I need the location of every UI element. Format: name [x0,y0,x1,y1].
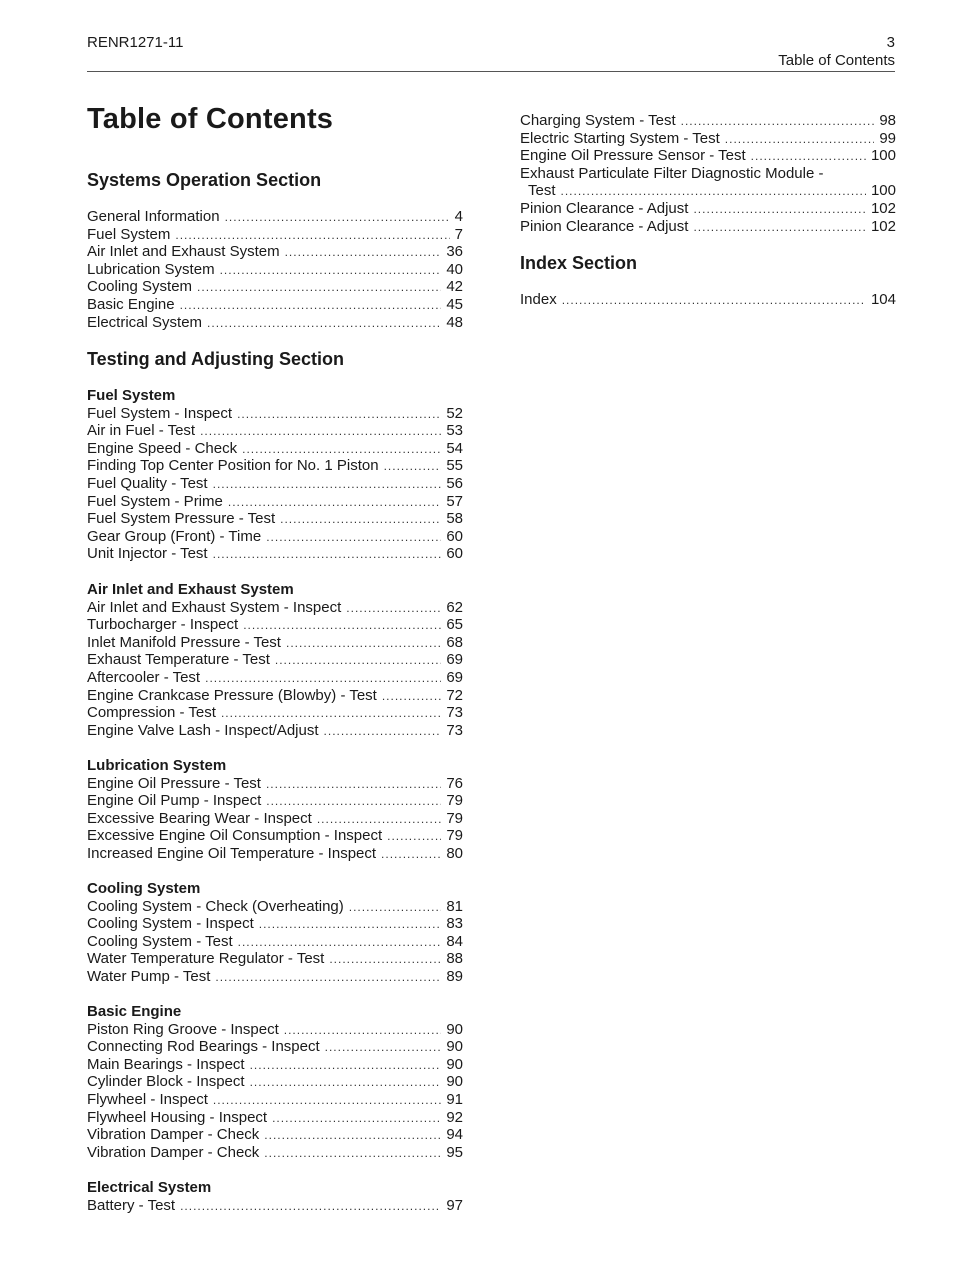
toc-entry-page: 90 [446,1073,463,1091]
dot-leader [387,828,441,846]
toc-entry[interactable] [87,1038,463,1056]
toc-group-fuel-system [87,387,463,563]
dot-leader [220,262,442,280]
dot-leader [346,600,441,618]
toc-entry[interactable] [87,440,463,458]
toc-entry-page: 104 [870,291,896,308]
toc-entry-page: 90 [446,1055,463,1073]
dot-leader [693,219,866,237]
toc-entry-page: 79 [446,827,463,845]
toc-entry[interactable] [87,296,463,314]
dot-leader [205,670,441,688]
toc-entry[interactable] [520,130,896,148]
toc-entry[interactable] [87,775,463,793]
toc-entry-label: Water Pump - Test [87,967,211,985]
toc-entry-page: 56 [446,474,463,492]
toc-entry-label: Basic Engine [87,295,175,313]
toc-entry-page: 94 [446,1126,463,1144]
toc-entry-page: 90 [446,1020,463,1038]
section-heading-index: Index Section [520,253,638,273]
toc-entry[interactable] [87,898,463,916]
toc-entry-page: 48 [446,313,463,331]
toc-entry[interactable] [87,475,463,493]
toc-entry-label: Air Inlet and Exhaust System [87,243,280,261]
dot-leader [266,793,441,811]
toc-entry-page: 72 [446,686,463,704]
toc-entry-label: Increased Engine Oil Temperature - Inspect [87,844,377,862]
toc-group-electrical-continued [520,112,896,235]
page-title: Table of Contents [87,103,334,135]
toc-entry-label: Vibration Damper - Check [87,1143,260,1161]
dot-leader [324,723,442,741]
toc-entry-page: 88 [446,950,463,968]
toc-group-electrical [87,1179,463,1214]
toc-entry[interactable] [87,1109,463,1127]
toc-entry-page: 36 [446,243,463,261]
toc-entry-page: 57 [446,492,463,510]
toc-entry-page: 52 [446,404,463,422]
toc-entry-page: 100 [870,182,896,200]
dot-leader [275,652,441,670]
toc-entry-label: Fuel System - Prime [87,492,223,510]
toc-entry-label: Air Inlet and Exhaust System - Inspect [87,598,342,616]
dot-leader [272,1110,441,1128]
dot-leader [221,705,441,723]
toc-entry[interactable] [87,1091,463,1109]
toc-group-title: Cooling System [87,880,201,897]
toc-entry-label: Index [520,291,557,308]
toc-entry-label: Cooling System - Inspect [87,915,254,933]
toc-entry[interactable] [87,1056,463,1074]
toc-entry[interactable] [87,1073,463,1091]
toc-group-title: Electrical System [87,1179,212,1196]
toc-entry-label: Electrical System [87,313,203,331]
dot-leader [242,441,441,459]
dot-leader [349,899,442,917]
toc-entry[interactable] [87,278,463,296]
toc-entry[interactable] [87,616,463,634]
toc-entry-label: Engine Oil Pump - Inspect [87,792,262,810]
toc-entry-page: 40 [446,260,463,278]
toc-entry-page: 102 [870,217,896,235]
dot-leader [693,201,866,219]
dot-leader [286,635,441,653]
toc-entry-page: 97 [446,1196,463,1214]
dot-leader [285,244,442,262]
toc-entry-label: Connecting Rod Bearings - Inspect [87,1038,320,1056]
toc-entry[interactable] [87,261,463,279]
toc-entry-page: 80 [446,844,463,862]
toc-entry-label: Main Bearings - Inspect [87,1055,245,1073]
dot-leader [197,279,441,297]
toc-entry[interactable] [87,1197,463,1215]
toc-entry-label: Finding Top Center Position for No. 1 Piston [87,457,379,475]
dot-leader [200,423,441,441]
toc-entry[interactable] [87,827,463,845]
toc-entry-page: 99 [879,129,896,147]
toc-entry-page: 95 [446,1143,463,1161]
toc-entry-label: Lubrication System [87,260,215,278]
toc-entry-page: 54 [446,439,463,457]
toc-entry-label: General Information [87,208,220,225]
toc-entry[interactable] [87,457,463,475]
toc-entry-page: 73 [446,704,463,722]
toc-group-index [520,291,896,309]
toc-entry[interactable] [87,933,463,951]
toc-entry[interactable] [520,218,896,236]
toc-entry-label: Unit Injector - Test [87,545,208,563]
toc-entry-page: 53 [446,422,463,440]
toc-group-title: Lubrication System [87,757,227,774]
dot-leader [259,916,442,934]
toc-entry-label: Vibration Damper - Check [87,1126,260,1144]
document-id: RENR1271-11 [87,34,184,51]
toc-entry[interactable] [87,208,463,226]
toc-entry-label: Engine Oil Pressure Sensor - Test [520,147,746,165]
toc-entry-page: 69 [446,668,463,686]
toc-entry[interactable] [520,182,896,200]
dot-leader [382,688,441,706]
toc-entry-page: 79 [446,809,463,827]
dot-leader [228,494,441,512]
toc-entry-label: Battery - Test [87,1196,176,1214]
toc-entry[interactable] [87,243,463,261]
toc-entry-label: Engine Speed - Check [87,439,238,457]
dot-leader [561,183,866,201]
toc-entry-page: 55 [446,457,463,475]
toc-entry-wrapped-first-line[interactable]: Exhaust Particulate Filter Diagnostic Module - [520,164,824,182]
dot-leader [681,113,875,131]
dot-leader [180,297,442,315]
toc-entry-label: Turbocharger - Inspect [87,616,239,634]
toc-entry-label: Engine Oil Pressure - Test [87,774,261,792]
toc-group-title: Air Inlet and Exhaust System [87,581,294,598]
toc-entry[interactable] [87,314,463,332]
toc-entry[interactable] [87,634,463,652]
toc-entry-label: Flywheel Housing - Inspect [87,1108,268,1126]
toc-entry-label: Exhaust Temperature - Test [87,651,270,669]
toc-entry-label: Cooling System - Check (Overheating) [87,897,344,915]
dot-leader [237,406,441,424]
toc-entry[interactable] [87,528,463,546]
dot-leader [207,315,441,333]
toc-entry-label: Cooling System - Test [87,932,233,950]
dot-leader [250,1057,442,1075]
dot-leader [325,1039,442,1057]
toc-entry-page: 91 [446,1090,463,1108]
toc-entry[interactable] [87,915,463,933]
toc-entry-page: 90 [446,1038,463,1056]
toc-entry-page: 79 [446,792,463,810]
toc-entry[interactable] [520,112,896,130]
toc-entry-label: Cylinder Block - Inspect [87,1073,245,1091]
toc-entry[interactable] [520,147,896,165]
toc-entry-page: 42 [446,278,463,296]
toc-entry-label: Water Temperature Regulator - Test [87,950,325,968]
dot-leader [317,811,441,829]
toc-entry-label: Charging System - Test [520,112,676,129]
toc-entry-label: Fuel System - Inspect [87,404,233,422]
toc-entry-page: 68 [446,633,463,651]
dot-leader [381,846,441,864]
toc-entry-page: 65 [446,616,463,634]
toc-entry-label: Fuel Quality - Test [87,474,208,492]
toc-entry-label: Pinion Clearance - Adjust [520,199,689,217]
toc-entry-page: 81 [446,897,463,915]
toc-entry[interactable] [87,226,463,244]
toc-entry-label: Piston Ring Groove - Inspect [87,1020,279,1038]
toc-entry[interactable] [87,599,463,617]
toc-entry[interactable] [87,1126,463,1144]
toc-entry-label: Gear Group (Front) - Time [87,527,262,545]
toc-entry[interactable] [87,545,463,563]
toc-entry-label: Fuel System Pressure - Test [87,510,276,528]
toc-entry[interactable] [87,493,463,511]
toc-entry-label: Electric Starting System - Test [520,129,720,147]
toc-entry-page: 73 [446,721,463,739]
toc-entry[interactable] [87,810,463,828]
dot-leader [238,934,442,952]
toc-group-title: Basic Engine [87,1003,182,1020]
toc-entry[interactable] [87,968,463,986]
toc-entry[interactable] [87,722,463,740]
dot-leader [215,969,441,987]
dot-leader [266,776,441,794]
toc-entry-page: 84 [446,932,463,950]
toc-entry-page: 102 [870,199,896,217]
toc-entry-label: Flywheel - Inspect [87,1090,208,1108]
toc-entry-page: 62 [446,598,463,616]
toc-entry[interactable] [87,950,463,968]
toc-entry-label: Cooling System [87,278,193,296]
toc-entry-page: 76 [446,774,463,792]
toc-entry[interactable] [87,704,463,722]
dot-leader [280,511,441,529]
toc-entry[interactable] [87,669,463,687]
dot-leader [562,292,866,310]
toc-entry-label: Engine Crankcase Pressure (Blowby) - Test [87,686,377,704]
toc-group-systems-operation [87,208,463,331]
toc-entry[interactable] [87,510,463,528]
toc-entry-label: Excessive Engine Oil Consumption - Inspect [87,827,383,845]
toc-entry-label: Air in Fuel - Test [87,422,196,440]
toc-entry-label: Inlet Manifold Pressure - Test [87,633,281,651]
toc-entry[interactable] [87,1144,463,1162]
toc-entry-page: 69 [446,651,463,669]
toc-entry-label: Engine Valve Lash - Inspect/Adjust [87,721,319,739]
dot-leader [751,148,866,166]
toc-entry[interactable] [87,1021,463,1039]
dot-leader [175,227,449,245]
toc-entry-label: Pinion Clearance - Adjust [520,217,689,235]
toc-entry[interactable] [87,845,463,863]
toc-entry-page: 83 [446,915,463,933]
dot-leader [213,476,442,494]
toc-entry[interactable] [87,687,463,705]
toc-entry-label: Aftercooler - Test [87,668,201,686]
toc-entry-page: 45 [446,295,463,313]
toc-group-lubrication [87,757,463,863]
toc-entry-page: 100 [870,147,896,165]
toc-entry[interactable] [87,405,463,423]
dot-leader [250,1074,442,1092]
toc-entry-page: 89 [446,967,463,985]
page-header [778,34,895,70]
toc-entry-page: 58 [446,510,463,528]
dot-leader [384,458,442,476]
toc-entry[interactable] [520,200,896,218]
toc-entry-page: 60 [446,545,463,563]
toc-entry-page: 60 [446,527,463,545]
running-title: Table of Contents [778,52,895,69]
dot-leader [243,617,441,635]
toc-entry-page: 92 [446,1108,463,1126]
toc-entry[interactable] [87,422,463,440]
toc-entry-label: Fuel System [87,225,171,243]
dot-leader [264,1145,441,1163]
dot-leader [213,1092,441,1110]
toc-entry-page: 7 [454,225,463,243]
dot-leader [213,546,442,564]
toc-entry-label: Compression - Test [87,704,216,722]
section-heading-systems-operation: Systems Operation Section [87,170,322,190]
header-divider [87,71,895,72]
toc-entry-label: Excessive Bearing Wear - Inspect [87,809,312,827]
dot-leader [329,951,441,969]
toc-entry[interactable] [87,651,463,669]
toc-entry[interactable] [520,291,896,309]
toc-entry-page: 4 [454,208,463,225]
dot-leader [180,1198,441,1216]
dot-leader [264,1127,441,1145]
dot-leader [266,529,441,547]
toc-entry[interactable] [87,792,463,810]
section-heading-testing-adjusting: Testing and Adjusting Section [87,349,345,369]
toc-group-basic-engine [87,1003,463,1161]
dot-leader [225,209,450,227]
page-number: 3 [886,34,895,51]
dot-leader [725,131,875,149]
dot-leader [284,1022,442,1040]
toc-group-cooling [87,880,463,986]
toc-entry-label: Test [528,182,556,200]
toc-entry-page: 98 [879,112,896,129]
toc-group-air-inlet-exhaust [87,581,463,739]
toc-group-title: Fuel System [87,387,176,404]
